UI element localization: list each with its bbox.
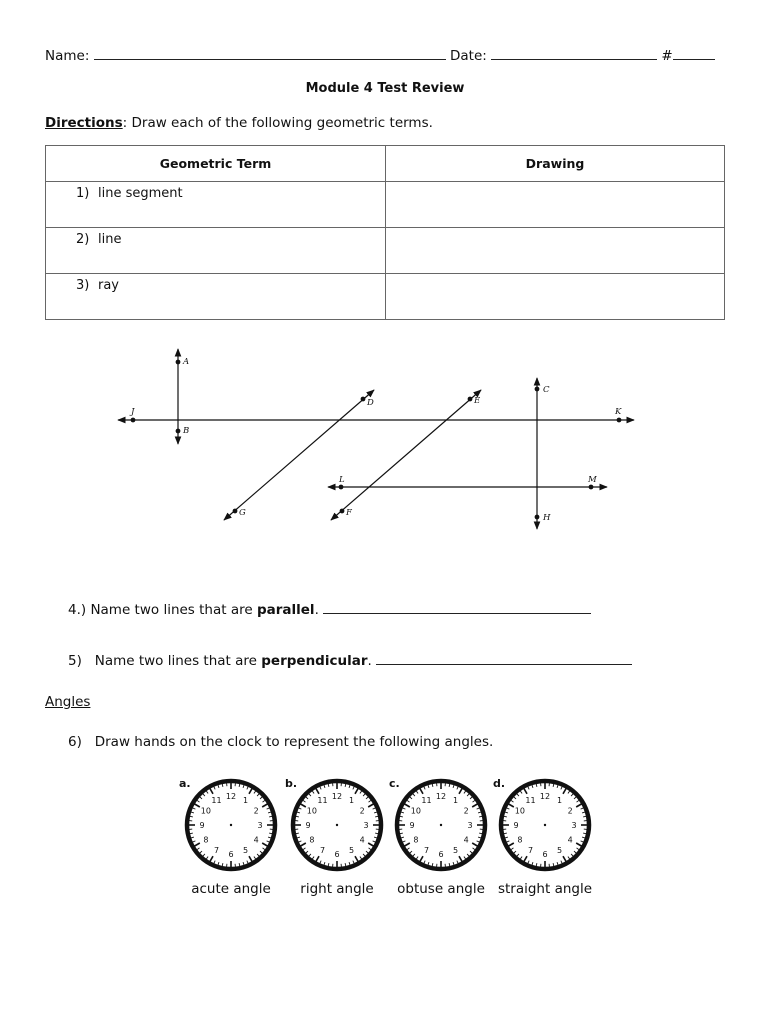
clock-number: 1	[348, 795, 355, 805]
clock-tick	[449, 784, 450, 787]
term-label: line segment	[98, 186, 183, 201]
clock-tick	[479, 816, 482, 817]
clock-number: 3	[571, 821, 577, 830]
clock-number: 12	[225, 792, 237, 801]
clock-tick	[583, 816, 586, 817]
clock-tick	[400, 816, 403, 817]
clock-number: 2	[567, 806, 573, 816]
clock-tick	[190, 816, 193, 817]
clock-tick	[536, 863, 537, 866]
angles-heading: Angles	[45, 694, 91, 710]
clock-tick	[553, 784, 554, 787]
clock-number: 10	[200, 806, 211, 816]
clock-number: 9	[305, 821, 311, 830]
clock-number: 2	[463, 806, 469, 816]
date-label: Date:	[449, 48, 487, 64]
clock-tick	[239, 863, 240, 866]
clock-number: 1	[556, 795, 563, 805]
point-h	[535, 515, 540, 520]
question-4	[68, 602, 591, 618]
clock-number: 5	[452, 846, 459, 856]
clock-letter: c.	[389, 777, 400, 790]
point-l	[339, 485, 344, 490]
label-l: L	[339, 475, 345, 485]
q4-answer-blank[interactable]	[323, 602, 591, 614]
clock-number: 8	[517, 835, 523, 845]
clock-number: 4	[463, 835, 469, 845]
point-c	[535, 387, 540, 392]
clock-number: 4	[359, 835, 365, 845]
clock-number: 6	[334, 850, 340, 859]
clock-tick	[328, 863, 329, 866]
clock-number: 8	[203, 835, 209, 845]
clock-tick	[504, 833, 507, 834]
q4-text: 4.) Name two lines that are	[68, 602, 257, 618]
point-k	[617, 418, 622, 423]
q4-suffix: .	[314, 602, 319, 618]
clock-label: obtuse angle	[397, 881, 485, 897]
clock-tick	[536, 784, 537, 787]
clock-center	[230, 824, 232, 826]
clock-number: 11	[211, 795, 222, 805]
label-a: A	[183, 357, 190, 367]
line-fe	[331, 390, 481, 520]
row-number: 3)	[76, 278, 90, 293]
term-label: line	[98, 232, 122, 247]
clock-tick	[449, 863, 450, 866]
clock-number: 7	[213, 846, 220, 856]
q5-keyword: perpendicular	[261, 653, 368, 669]
clock-tick	[583, 833, 586, 834]
clock-number: 1	[242, 795, 249, 805]
label-k: K	[615, 407, 622, 417]
clock-number: 7	[423, 846, 430, 856]
label-g: G	[239, 508, 246, 518]
page-title: Module 4 Test Review	[305, 81, 465, 96]
label-m: M	[588, 475, 597, 485]
question-5	[68, 653, 632, 669]
clock-tick	[328, 784, 329, 787]
clock-tick	[296, 816, 299, 817]
label-h: H	[543, 513, 551, 523]
q5-answer-blank[interactable]	[376, 653, 632, 665]
clock-label: acute angle	[191, 881, 271, 897]
clock-center	[544, 824, 546, 826]
clock-tick	[269, 816, 272, 817]
clock-tick	[432, 863, 433, 866]
clock-number: 9	[513, 821, 519, 830]
row-number: 2)	[76, 232, 90, 247]
clock-tick	[269, 833, 272, 834]
directions-label: Directions	[45, 115, 123, 131]
question-6: 6) Draw hands on the clock to represent the following angles.	[68, 734, 494, 750]
table-header-drawing: Drawing	[386, 146, 725, 182]
clock-number: 11	[317, 795, 328, 805]
row-number: 1)	[76, 186, 90, 201]
clock-number: 9	[409, 821, 415, 830]
clock-tick	[345, 784, 346, 787]
clock-number: 4	[567, 835, 573, 845]
clock-number: 2	[253, 806, 259, 816]
clock-number: 6	[228, 850, 234, 859]
label-j: J	[131, 407, 135, 417]
clock-number: 5	[556, 846, 563, 856]
clock-number: 7	[527, 846, 534, 856]
clock-number: 1	[452, 795, 459, 805]
point-a	[176, 360, 181, 365]
clock-center	[336, 824, 338, 826]
clock-tick	[375, 816, 378, 817]
clock-number: 12	[539, 792, 551, 801]
clock-number: 8	[413, 835, 419, 845]
clock-number: 12	[331, 792, 343, 801]
clock-number: 11	[421, 795, 432, 805]
clock-number: 3	[467, 821, 473, 830]
clock-tick	[400, 833, 403, 834]
clock-number: 2	[359, 806, 365, 816]
clock-number: 6	[438, 850, 444, 859]
clock-tick	[345, 863, 346, 866]
label-c: C	[543, 385, 550, 395]
label-b: B	[183, 426, 190, 436]
clock-tick	[553, 863, 554, 866]
point-m	[589, 485, 594, 490]
clock-center	[440, 824, 442, 826]
q5-text: 5) Name two lines that are	[68, 653, 262, 669]
clock-number: 11	[525, 795, 536, 805]
name-label: Name:	[45, 48, 90, 64]
clock-number: 6	[542, 850, 548, 859]
clock-number: 3	[363, 821, 369, 830]
clock-number: 10	[410, 806, 421, 816]
clock-tick	[222, 784, 223, 787]
clock-number: 10	[306, 806, 317, 816]
number-label: #	[661, 48, 673, 64]
clock-label: right angle	[300, 881, 374, 897]
clock-number: 9	[199, 821, 205, 830]
clock-label: straight angle	[497, 881, 593, 897]
clock-tick	[375, 833, 378, 834]
clock-number: 12	[435, 792, 447, 801]
label-d: D	[367, 398, 374, 408]
clock-tick	[479, 833, 482, 834]
clock-tick	[432, 784, 433, 787]
point-d	[361, 397, 366, 402]
label-f: F	[346, 508, 352, 518]
q4-keyword: parallel	[256, 602, 315, 618]
table-header-term: Geometric Term	[46, 146, 386, 182]
label-e: E	[474, 396, 481, 406]
clock-tick	[222, 863, 223, 866]
clock-number: 7	[319, 846, 326, 856]
clock-number: 4	[253, 835, 259, 845]
clock-tick	[296, 833, 299, 834]
clock-letter: b.	[285, 777, 298, 790]
clock-number: 3	[257, 821, 263, 830]
term-label: ray	[98, 278, 120, 293]
clock-number: 8	[309, 835, 315, 845]
point-e	[468, 397, 473, 402]
clock-tick	[504, 816, 507, 817]
point-b	[176, 429, 181, 434]
point-j	[131, 418, 136, 423]
point-f	[340, 509, 345, 514]
point-g	[233, 509, 238, 514]
clock-number: 10	[514, 806, 525, 816]
line-gd	[224, 390, 374, 520]
clock-number: 5	[242, 846, 249, 856]
clock-tick	[239, 784, 240, 787]
clock-letter: d.	[493, 777, 506, 790]
directions-text: : Draw each of the following geometric terms.	[122, 115, 433, 131]
clock-tick	[190, 833, 193, 834]
clock-letter: a.	[179, 777, 191, 790]
q5-suffix: .	[367, 653, 372, 669]
clock-number: 5	[348, 846, 355, 856]
